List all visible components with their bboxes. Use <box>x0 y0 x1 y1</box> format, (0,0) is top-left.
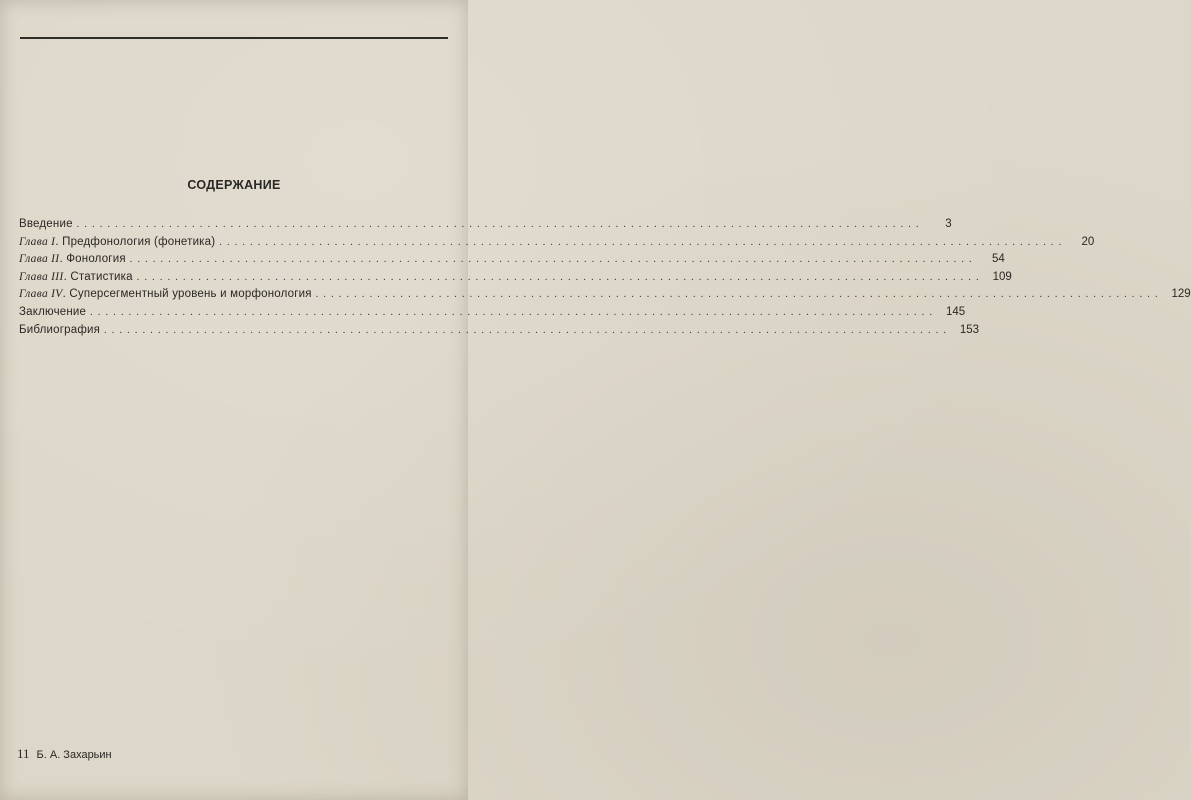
toc-entry-chapter-4 <box>19 288 1191 306</box>
contents-heading: СОДЕРЖАНИЕ <box>187 178 281 192</box>
dot-leader: .............................................................................................................. <box>129 254 977 266</box>
toc-entry-page: 54 <box>991 253 1005 266</box>
toc-entry-chapter-2 <box>19 253 1005 271</box>
toc-entry-chapter-3 <box>19 270 1012 289</box>
toc-entry-page: 109 <box>992 270 1012 283</box>
dot-leader: .............................................................................................................. <box>104 324 952 336</box>
top-rule-divider <box>20 37 448 39</box>
page-background <box>0 0 468 800</box>
toc-entry-title: Библиография <box>19 323 101 336</box>
toc-entry-prefix: Глава IV <box>19 288 63 301</box>
toc-entry-title: . Предфонология (фонетика) <box>55 235 216 248</box>
toc-entry-title: . Статистика <box>63 270 133 283</box>
toc-entry-prefix: Глава I <box>19 235 56 248</box>
toc-entry-title: Введение <box>19 218 73 230</box>
dot-leader: .............................................................................................................. <box>315 289 1163 301</box>
page-footer <box>17 746 112 762</box>
toc-entry-prefix: Глава III <box>19 270 64 283</box>
toc-entry-title: . Суперсегментный уровень и морфонология <box>62 288 312 301</box>
toc-entry-title: Заключение <box>19 305 87 318</box>
toc-entry-page: 153 <box>959 323 980 336</box>
dot-leader: .............................................................................................................. <box>76 219 924 230</box>
toc-entry-page: 3 <box>945 218 952 230</box>
footer-author: Б. А. Захарьин <box>36 749 112 761</box>
toc-entry-page: 20 <box>1081 235 1095 248</box>
dot-leader: .............................................................................................................. <box>136 271 984 283</box>
toc-entry-chapter-1 <box>19 235 1095 254</box>
toc-entry-introduction <box>19 218 952 236</box>
toc-entry-page: 129 <box>1171 288 1191 301</box>
dot-leader: .............................................................................................................. <box>219 236 1067 248</box>
toc-entry-prefix: Глава II <box>19 253 60 266</box>
toc-entry-bibliography <box>19 323 980 342</box>
toc-entry-page: 145 <box>945 305 966 318</box>
toc-entry-conclusion <box>19 305 966 324</box>
toc-entry-title: . Фонология <box>59 253 126 266</box>
table-of-contents <box>19 218 1191 341</box>
dot-leader: .............................................................................................................. <box>90 306 938 318</box>
footer-page-number: 11 <box>17 746 30 761</box>
